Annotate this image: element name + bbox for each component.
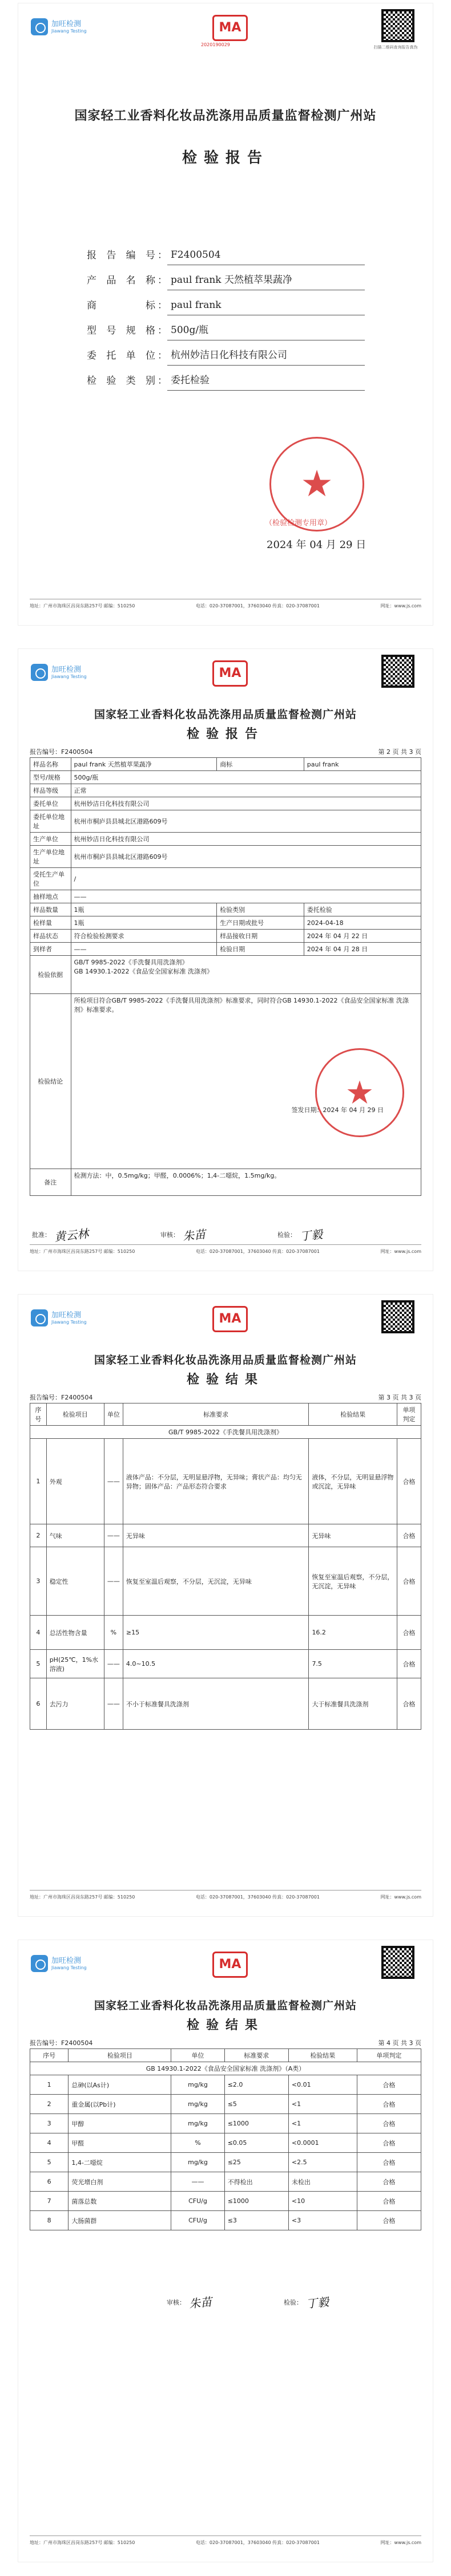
table-value-cell: 2024 年 04 月 28 日 [304, 943, 421, 956]
table-value-cell: 符合检验检测要求 [71, 930, 217, 943]
brand-logo: 加旺检测 Jiawang Testing [31, 1955, 87, 1972]
table-cell: % [104, 1616, 123, 1650]
table-label-cell: 检验日期 [217, 943, 304, 956]
table-value-cell: 1瓶 [71, 903, 217, 916]
qr-code-icon[interactable] [381, 1946, 414, 1979]
table-row [30, 890, 421, 903]
table-cell: mg/kg [171, 2095, 224, 2114]
table-value-cell: 委托检验 [304, 903, 421, 916]
org-name: 国家轻工业香料化妆品洗涤用品质量监督检测广州站 [94, 1354, 357, 1366]
qr-code-icon[interactable] [381, 655, 414, 688]
table-cell: 不小于标准餐具洗涤剂 [123, 1678, 309, 1730]
table-cell: CFU/g [171, 2192, 224, 2211]
report-header: 报告编号：F2400504 第 3 页 共 3 页 [30, 1393, 421, 1403]
table-row [30, 2172, 421, 2192]
table-value-cell: 1瓶 [71, 916, 217, 930]
table-cell: 5 [30, 2153, 69, 2172]
table-header-row [30, 1403, 421, 1426]
cma-mark: MA [212, 1952, 248, 1978]
table-cell: 4 [30, 1616, 47, 1650]
column-header: 标准要求 [224, 2049, 288, 2062]
table-cell: 无异味 [123, 1524, 309, 1547]
table-value-cell: 杭州市桐庐县县城北区港路609号 [71, 846, 421, 868]
table-cell: 2 [30, 2095, 69, 2114]
signature-label: 检验： [284, 2298, 303, 2306]
table-header-row [30, 2049, 421, 2062]
table-row [30, 846, 421, 868]
table-row [30, 2153, 421, 2172]
field-value: 500g/瓶 [167, 322, 365, 340]
column-header: 标准要求 [123, 1403, 309, 1426]
section-title: GB 14930.1-2022《食品安全国家标准 洗涤剂》（A类） [30, 2062, 421, 2075]
table-cell: ≤1000 [224, 2192, 288, 2211]
table-cell: 恢复至室温后观察，不分层，无沉淀，无异味 [309, 1547, 397, 1616]
cma-mark: MA [212, 660, 248, 687]
table-cell: 外观 [46, 1439, 104, 1524]
table-cell: 合格 [397, 1678, 421, 1730]
table-row [30, 758, 421, 771]
table-cell: —— [171, 2172, 224, 2192]
table-row [30, 943, 421, 956]
table-label-cell: 检验类别 [217, 903, 304, 916]
column-header: 检验结果 [309, 1403, 397, 1426]
report-header: 报告编号：F2400504 第 4 页 共 3 页 [30, 2038, 421, 2049]
table-row [30, 868, 421, 890]
table-label-cell: 生产单位 [30, 833, 71, 846]
table-cell: 合格 [397, 1547, 421, 1616]
signature: 朱苗 [188, 2294, 213, 2311]
table-cell: 总活性物含量 [46, 1616, 104, 1650]
table-cell: 合格 [397, 1439, 421, 1524]
table-cell: 3 [30, 2114, 69, 2133]
table-cell: 荧光增白剂 [69, 2172, 171, 2192]
table-row [30, 1524, 421, 1547]
cma-mark: MA [212, 1306, 248, 1332]
page-footer: 地址：广州市海珠区昌岗东路257号 邮编：510250 电话：020-37087001，37603040 传真：020-37087001 网址：www.js.com [30, 1890, 421, 1900]
table-cell: 甲醇 [69, 2114, 171, 2133]
table-cell: 恢复至室温后观察，不分层，无沉淀，无异味 [123, 1547, 309, 1616]
field-colon: ： [158, 250, 167, 261]
table-cell: ≤3 [224, 2211, 288, 2230]
field-value: 杭州妙洁日化科技有限公司 [167, 347, 365, 366]
doc-title: 检验报告 [182, 149, 269, 167]
table-row [30, 2211, 421, 2230]
table-cell: 合格 [397, 1650, 421, 1678]
table-label-cell: 样品接收日期 [217, 930, 304, 943]
signature-label: 审核： [160, 1231, 179, 1239]
table-cell: 液体，不分层，无明显悬浮物或沉淀，无异味 [309, 1439, 397, 1524]
cover-field [87, 343, 365, 368]
brand-logo [31, 18, 87, 35]
field-label: 报告编号 [87, 250, 155, 261]
results-table [30, 2048, 421, 2230]
table-cell: 合格 [357, 2095, 421, 2114]
field-colon: ： [158, 275, 167, 286]
table-cell: ≤2.0 [224, 2075, 288, 2095]
table-row [30, 2114, 421, 2133]
table-label-cell: 样品等级 [30, 784, 71, 797]
table-label-cell: 生产日期或批号 [217, 916, 304, 930]
signature-label: 批准： [32, 1231, 51, 1239]
table-row [30, 833, 421, 846]
official-seal: ★ [315, 1048, 404, 1137]
section-row [30, 1426, 421, 1439]
report-page-3 [18, 1295, 433, 1916]
table-row [30, 784, 421, 797]
field-colon: ： [158, 300, 167, 311]
table-cell: 不得检出 [224, 2172, 288, 2192]
table-cell: 合格 [357, 2153, 421, 2172]
table-cell: 1 [30, 2075, 69, 2095]
table-cell: 合格 [357, 2075, 421, 2095]
report-page-4 [18, 1940, 433, 2562]
table-row [30, 2075, 421, 2095]
table-cell: <3 [288, 2211, 357, 2230]
table-cell: 总砷(以As计) [69, 2075, 171, 2095]
table-cell: 液体产品：不分层，无明显悬浮物，无异味；膏状产品：均匀无异物；固体产品：产品形态符合要求 [123, 1439, 309, 1524]
table-label-cell: 样品状态 [30, 930, 71, 943]
column-header: 检验项目 [46, 1403, 104, 1426]
table-label-cell: 到样者 [30, 943, 71, 956]
table-label-cell: 委托单位 [30, 797, 71, 810]
table-value-cell: 杭州市桐庐县县城北区港路609号 [71, 810, 421, 833]
table-value-cell: 所检项目符合GB/T 9985-2022《手洗餐具用洗涤剂》标准要求，同时符合GB 14930.1-2022《食品安全国家标准 洗涤剂》标准要求。 签发日期：2024 年 04 月 29 日 [71, 994, 421, 1169]
table-value-cell: GB/T 9985-2022《手洗餐具用洗涤剂》 GB 14930.1-2022《食品安全国家标准 洗涤剂》 [71, 956, 421, 994]
table-cell: <1 [288, 2095, 357, 2114]
table-label-cell: 抽样地点 [30, 890, 71, 903]
table-cell: 甲醛 [69, 2133, 171, 2153]
table-value-cell: 2024-04-18 [304, 916, 421, 930]
cover-field [87, 293, 365, 318]
column-header: 单项判定 [397, 1403, 421, 1426]
signature: 黄云林 [54, 1226, 90, 1244]
table-row [30, 956, 421, 994]
section-row [30, 2062, 421, 2075]
page-footer: 地址：广州市海珠区昌岗东路257号 邮编：510250 电话：020-37087001，37603040 传真：020-37087001 网址：www.js.com [30, 2536, 421, 2546]
table-cell: ≥15 [123, 1616, 309, 1650]
table-row [30, 810, 421, 833]
table-cell: % [171, 2133, 224, 2153]
field-label: 检验类别 [87, 375, 155, 387]
field-label: 产品名称 [87, 275, 155, 286]
table-label-cell: 受托生产单位 [30, 868, 71, 890]
table-label-cell: 备注 [30, 1169, 71, 1196]
table-cell: ≤5 [224, 2095, 288, 2114]
qr-caption: 扫描二维码查询报告真伪 [373, 45, 418, 50]
table-label-cell: 检验依据 [30, 956, 71, 994]
org-name: 国家轻工业香料化妆品洗涤用品质量监督检测广州站 [94, 1999, 357, 2012]
table-label-cell: 样品数量 [30, 903, 71, 916]
qr-code-icon[interactable] [381, 9, 414, 42]
doc-title: 检验结果 [186, 1372, 264, 1387]
field-value: paul frank 天然植萃果蔬净 [167, 271, 365, 290]
cover-field [87, 243, 365, 268]
page-footer: 地址：广州市海珠区昌岗东路257号 邮编：510250 电话：020-37087001，37603040 传真：020-37087001 网址：www.js.com [30, 599, 421, 609]
table-value-cell: 正常 [71, 784, 421, 797]
table-cell: 4 [30, 2133, 69, 2153]
table-cell: —— [104, 1678, 123, 1730]
table-label-cell: 商标 [217, 758, 304, 771]
signature-label: 检验： [277, 1231, 296, 1239]
table-row [30, 930, 421, 943]
brand-logo: 加旺检测 Jiawang Testing [31, 664, 87, 681]
table-cell: 气味 [46, 1524, 104, 1547]
table-cell: 16.2 [309, 1616, 397, 1650]
cover-field [87, 368, 365, 394]
field-label: 委托单位 [87, 350, 155, 362]
section-title: GB/T 9985-2022《手洗餐具用洗涤剂》 [30, 1426, 421, 1439]
table-cell: pH(25℃，1%水溶液) [46, 1650, 104, 1678]
column-header: 单项判定 [357, 2049, 421, 2062]
page-footer: 地址：广州市海珠区昌岗东路257号 邮编：510250 电话：020-37087001，37603040 传真：020-37087001 网址：www.js.com [30, 1244, 421, 1255]
table-row [30, 1169, 421, 1196]
column-header: 单位 [171, 2049, 224, 2062]
table-cell: 合格 [357, 2211, 421, 2230]
table-cell: ≤0.05 [224, 2133, 288, 2153]
table-cell: —— [104, 1439, 123, 1524]
table-cell: 合格 [397, 1524, 421, 1547]
table-cell: 大肠菌群 [69, 2211, 171, 2230]
table-cell: <1 [288, 2114, 357, 2133]
table-label-cell: 检验结论 [30, 994, 71, 1169]
cma-number: 2020190029 [201, 42, 230, 47]
signature-label: 审核： [167, 2298, 186, 2306]
brand-logo-icon [31, 18, 48, 35]
report-page-2 [18, 649, 433, 1271]
column-header: 序号 [30, 2049, 69, 2062]
field-value: 委托检验 [167, 372, 365, 391]
table-row [30, 1650, 421, 1678]
table-label-cell: 检样量 [30, 916, 71, 930]
field-label: 商标 [87, 300, 155, 311]
table-cell: —— [104, 1650, 123, 1678]
official-seal: ★ [269, 437, 364, 532]
column-header: 检验结果 [288, 2049, 357, 2062]
cover-fields [87, 243, 365, 394]
table-row [30, 2133, 421, 2153]
table-row [30, 1439, 421, 1524]
table-row [30, 1616, 421, 1650]
table-cell: 稳定性 [46, 1547, 104, 1616]
cover-page [18, 3, 433, 625]
cma-mark: MA [212, 15, 248, 41]
table-cell: —— [104, 1547, 123, 1616]
signature: 丁毅 [299, 1227, 324, 1244]
table-cell: mg/kg [171, 2114, 224, 2133]
table-label-cell: 型号/规格 [30, 771, 71, 784]
field-colon: ： [158, 350, 167, 362]
table-cell: ≤1000 [224, 2114, 288, 2133]
table-cell: 1 [30, 1439, 47, 1524]
table-cell: —— [104, 1524, 123, 1547]
table-row [30, 1547, 421, 1616]
table-cell: 大于标准餐具洗涤剂 [309, 1678, 397, 1730]
signature-row [167, 2294, 329, 2310]
table-value-cell: —— [71, 890, 421, 903]
column-header: 单位 [104, 1403, 123, 1426]
brand-logo-icon [31, 664, 48, 681]
table-cell: 3 [30, 1547, 47, 1616]
report-header: 报告编号：F2400504 第 2 页 共 3 页 [30, 747, 421, 758]
table-row [30, 771, 421, 784]
table-cell: CFU/g [171, 2211, 224, 2230]
table-value-cell: 500g/瓶 [71, 771, 421, 784]
table-value-cell: 杭州妙洁日化科技有限公司 [71, 833, 421, 846]
table-cell: 7 [30, 2192, 69, 2211]
table-row [30, 2095, 421, 2114]
brand-name: 加旺检测 [51, 19, 82, 29]
table-cell: 合格 [357, 2192, 421, 2211]
table-cell: 4.0~10.5 [123, 1650, 309, 1678]
qr-code-icon[interactable] [381, 1300, 414, 1333]
table-cell: 1,4-二噁烷 [69, 2153, 171, 2172]
cover-field [87, 268, 365, 293]
table-row [30, 2192, 421, 2211]
table-cell: <0.01 [288, 2075, 357, 2095]
signature: 朱苗 [182, 1227, 207, 1244]
table-label-cell: 生产单位地址 [30, 846, 71, 868]
brand-logo: 加旺检测 Jiawang Testing [31, 1309, 87, 1326]
doc-title: 检验报告 [186, 727, 264, 741]
table-cell: 6 [30, 1678, 47, 1730]
table-cell: 合格 [357, 2133, 421, 2153]
table-cell: 2 [30, 1524, 47, 1547]
table-cell: 7.5 [309, 1650, 397, 1678]
table-cell: 合格 [357, 2172, 421, 2192]
table-label-cell: 样品名称 [30, 758, 71, 771]
table-cell: 菌落总数 [69, 2192, 171, 2211]
table-cell: 5 [30, 1650, 47, 1678]
table-label-cell: 委托单位地址 [30, 810, 71, 833]
table-row [30, 1678, 421, 1730]
field-colon: ： [158, 325, 167, 336]
conclusion-date: 签发日期：2024 年 04 月 29 日 [291, 1106, 384, 1114]
brand-logo-icon [31, 1309, 48, 1326]
table-row [30, 797, 421, 810]
brand-logo-icon [31, 1955, 48, 1972]
org-name: 国家轻工业香料化妆品洗涤用品质量监督检测广州站 [94, 708, 357, 721]
cover-field [87, 318, 365, 343]
table-value-cell: paul frank 天然植萃果蔬净 [71, 758, 217, 771]
table-cell: mg/kg [171, 2075, 224, 2095]
table-cell: ≤25 [224, 2153, 288, 2172]
table-cell: <2.5 [288, 2153, 357, 2172]
field-colon: ： [158, 375, 167, 387]
table-cell: 重金属(以Pb计) [69, 2095, 171, 2114]
table-cell: 未检出 [288, 2172, 357, 2192]
table-cell: 无异味 [309, 1524, 397, 1547]
signature: 丁毅 [305, 2294, 330, 2311]
table-row [30, 916, 421, 930]
org-name: 国家轻工业香料化妆品洗涤用品质量监督检测广州站 [74, 108, 377, 123]
table-value-cell: / [71, 868, 421, 890]
issue-date: 2024 年 04 月 29 日 [267, 539, 367, 551]
table-value-cell: 杭州妙洁日化科技有限公司 [71, 797, 421, 810]
column-header: 检验项目 [69, 2049, 171, 2062]
table-cell: <0.0001 [288, 2133, 357, 2153]
table-cell: 去污力 [46, 1678, 104, 1730]
table-value-cell: 2024 年 04 月 22 日 [304, 930, 421, 943]
results-table [30, 1403, 421, 1730]
brand-sub: Jiawang Testing [51, 28, 87, 34]
field-label: 型号规格 [87, 325, 155, 336]
table-cell: 合格 [357, 2114, 421, 2133]
table-cell: 合格 [397, 1616, 421, 1650]
table-value-cell: paul frank [304, 758, 421, 771]
table-cell: <10 [288, 2192, 357, 2211]
table-cell: mg/kg [171, 2153, 224, 2172]
signature-row [32, 1226, 323, 1243]
doc-title: 检验结果 [186, 2018, 264, 2033]
seal-caption: （检验检测专用章） [265, 519, 332, 528]
table-cell: 6 [30, 2172, 69, 2192]
table-value-cell: —— [71, 943, 217, 956]
table-row [30, 903, 421, 916]
table-cell: 8 [30, 2211, 69, 2230]
column-header: 序号 [30, 1403, 47, 1426]
table-value-cell: 检测方法：中，0.5mg/kg；甲醛，0.0006%；1,4-二噁烷，1.5mg/kg。 [71, 1169, 421, 1196]
field-value: F2400504 [167, 246, 365, 265]
field-value: paul frank [167, 297, 365, 315]
